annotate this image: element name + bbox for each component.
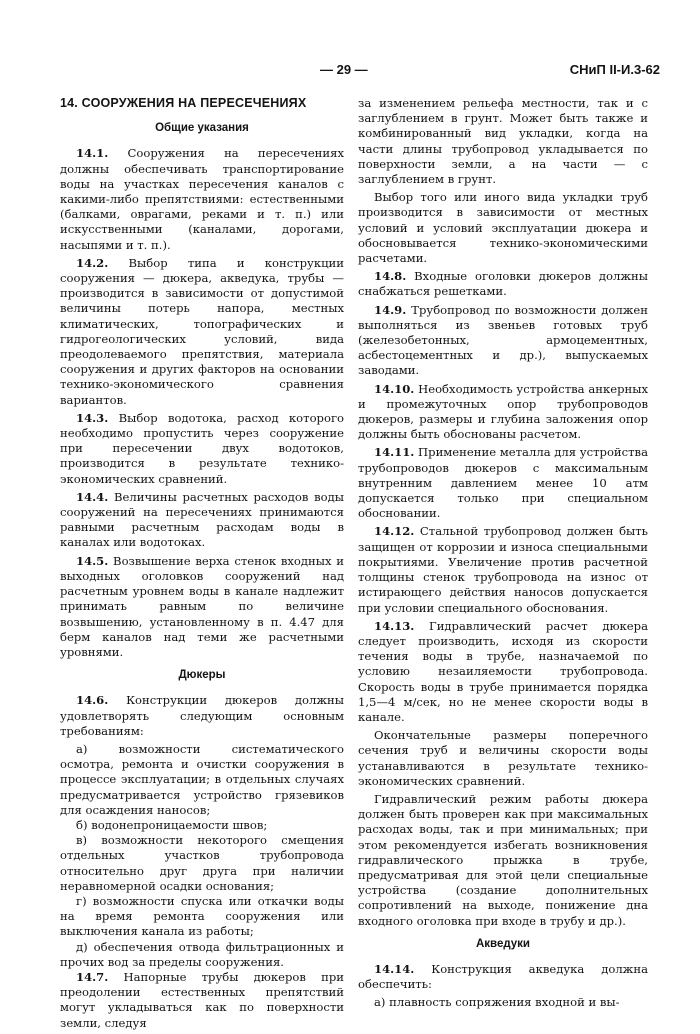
paragraph-14-2: 14.2. Выбор типа и конструкции сооружения — дюкера, акведука, трубы — производится в зависимости от допустимой величины потерь напора, местных климатических, топографических и гидрогеологических условий, вида преодолеваемого препятствия, материала сооружения и других факторов на основании технико-экономического сравнения вариантов. <box>60 255 345 407</box>
paragraph-14-8: 14.8. Входные оголовки дюкеров должны снабжаться решетками. <box>358 269 648 299</box>
paragraph-14-13-b: Окончательные размеры поперечного сечения труб и величины скорости воды устанавливаются в результате технико-экономических сравнений. <box>358 728 648 788</box>
paragraph-14-7: 14.7. Напорные трубы дюкеров при преодолении естественных препятствий могут укладываться как по поверхности земли, следуя <box>60 969 344 1030</box>
paragraph-14-9: 14.9. Трубопровод по возможности должен выполняться из звеньев готовых труб (железобетонных, армоцементных, асбестоцементных и др.), выпускаемых заводами. <box>358 302 649 378</box>
list-item-g: г) возможности спуска или откачки воды на время ремонта сооружения или выключения канала из работы; <box>60 893 344 939</box>
paragraph-14-7-continued: за изменением рельефа местности, так и с заглублением в грунт. Может быть также и комбинированный вид укладки, когда на части длины трубопровод укладывается по поверхности земли, а на части — с заглублением в грунт. <box>358 96 648 187</box>
paragraph-14-11: 14.11. Применение металла для устройства трубопроводов дюкеров с максимальным внутренним давлением менее 10 атм допускается только при специальном обосновании. <box>358 445 648 521</box>
subsection-dukers: Дюкеры <box>178 669 226 682</box>
page-header <box>0 62 700 82</box>
paragraph-14-7-continued-2: Выбор того или иного вида укладки труб производится в зависимости от местных условий и условий эксплуатации дюкера и обосновывается технико-экономическими расчетами. <box>358 190 648 266</box>
paragraph-14-13-c: Гидравлический режим работы дюкера должен быть проверен как при максимальных расходах воды, так и при минимальных; при этом рекомендуется избегать возникновения гидравлического прыжка в трубе, предусматривая для этой цели специальные устройства (создание дополнительных сопротивлений на выходе, понижение дна входного оголовка при входе в трубу и др.). <box>358 791 648 928</box>
paragraph-14-4: 14.4. Величины расчетных расходов воды сооружений на пересечениях принимаются равными расчетным расходам воды в каналах или водотоках. <box>60 489 344 550</box>
paragraph-14-14: 14.14. Конструкция акведука должна обеспечить: <box>358 961 648 992</box>
section-title: 14. СООРУЖЕНИЯ НА ПЕРЕСЕЧЕНИЯХ <box>60 96 307 110</box>
document-code: СНиП II-И.3-62 <box>569 62 660 77</box>
right-column <box>358 96 648 1011</box>
list-item-b: б) водонепроницаемости швов; <box>76 817 268 832</box>
list-item-d: д) обеспечения отвода фильтрационных и прочих вод за пределы сооружения. <box>60 939 344 969</box>
paragraph-14-10: 14.10. Необходимость устройства анкерных и промежуточных опор трубопроводов дюкеров, размеры и глубина заложения опор должны быть обоснованы расчетом. <box>358 381 648 442</box>
page-number: — 29 — <box>320 62 368 77</box>
subsection-aqueducts: Акведуки <box>475 937 531 950</box>
list-item-a: а) возможности систематического осмотра, ремонта и очистки сооружения в процессе эксплуатации; в отдельных случаях предусматривается устройство грязевиков для осаждения наносов; <box>60 741 344 817</box>
subsection-general: Общие указания <box>155 122 249 135</box>
left-column <box>60 96 344 1034</box>
list-item-v: в) возможности некоторого смещения отдельных участков трубопровода относительно друг друга при наличии неравномерной осадки основания; <box>60 833 344 893</box>
paragraph-14-13: 14.13. Гидравлический расчет дюкера следует производить, исходя из скорости течения воды в трубе, назначаемой по условию незаиляемости трубопровода. Скорость воды в трубе принимается порядка 1,5—4 м/сек, но не менее скорости воды в канале. <box>358 618 648 724</box>
list-item-14-14-a: а) плавность сопряжения входной и вы- <box>374 995 620 1010</box>
paragraph-14-12: 14.12. Стальной трубопровод должен быть защищен от коррозии и износа специальными покрытиями. Увеличение против расчетной толщины стенок трубопровода на износ от истирающего действия наносов допускается при условии специального обоснования. <box>358 524 648 615</box>
paragraph-14-1: 14.1. Сооружения на пересечениях должны обеспечивать транспортирование воды на участках пересечения каналов с какими-либо препятствиями: естественными (балками, оврагами, реками и т. п.) или искусственными (каналами, дорогами, насыпями и т. п.). <box>60 146 344 252</box>
paragraph-14-3: 14.3. Выбор водотока, расход которого необходимо пропустить через сооружение при пересечении двух водотоков, производится в результате технико-экономических сравнений. <box>60 410 345 486</box>
paragraph-14-6: 14.6. Конструкции дюкеров должны удовлетворять следующим основным требованиям: <box>60 693 345 738</box>
paragraph-14-5: 14.5. Возвышение верха стенок входных и выходных оголовков сооружений над расчетным уровнем воды в канале надлежит принимать равным по величине возвышению, установленному в п. 4.47 для берм каналов над теми же расчетными уровнями. <box>60 553 344 659</box>
